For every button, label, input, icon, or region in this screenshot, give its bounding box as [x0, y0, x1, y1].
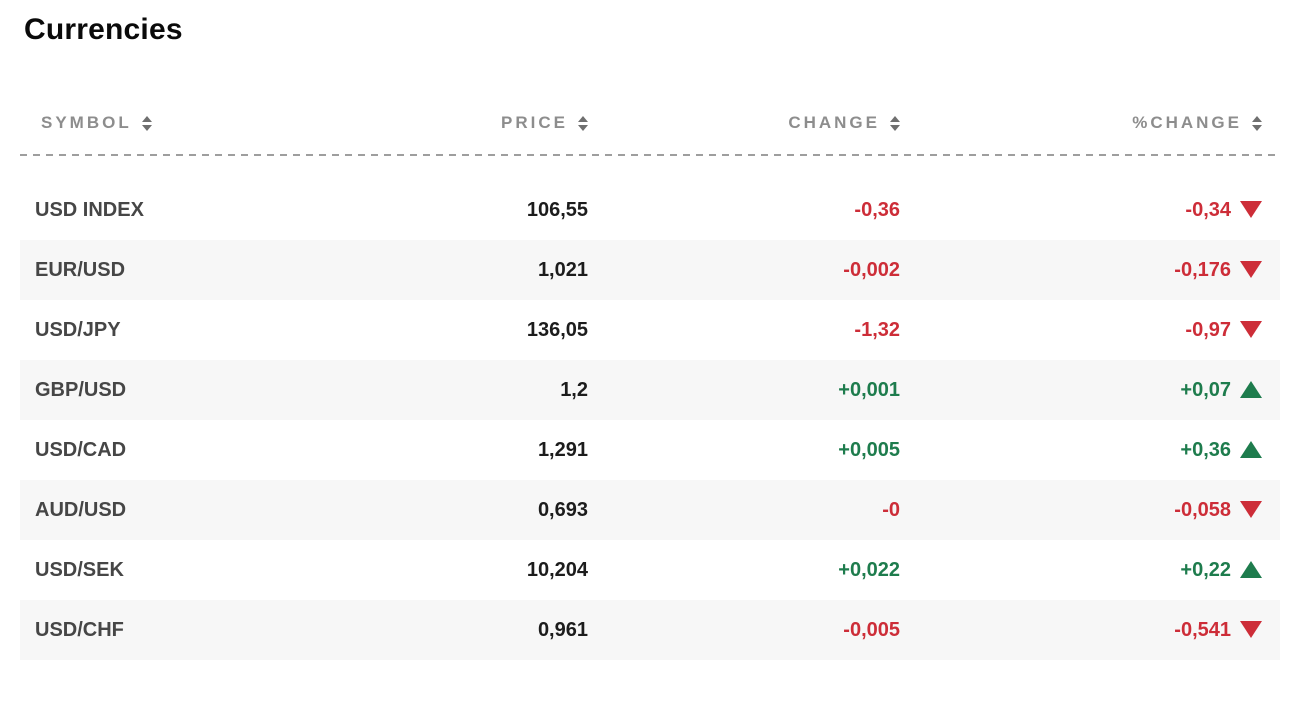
change-cell: -0,36: [854, 198, 900, 221]
change-cell: +0,001: [838, 378, 900, 401]
table-row[interactable]: [20, 540, 1280, 600]
change-cell: -0,005: [843, 618, 900, 641]
column-label-change: CHANGE: [788, 113, 880, 132]
pct-change-cell: [900, 499, 1262, 522]
pct-change-cell: [900, 259, 1262, 282]
pct-change-cell: [900, 199, 1262, 222]
symbol-cell: USD INDEX: [35, 198, 144, 221]
sort-arrows-icon: [890, 116, 900, 131]
triangle-up-icon: [1240, 561, 1262, 578]
price-cell: 1,2: [560, 378, 588, 401]
change-cell: -0: [882, 498, 900, 521]
price-cell: 1,021: [537, 258, 588, 281]
table-row[interactable]: [20, 480, 1280, 540]
price-cell: 1,291: [537, 438, 588, 461]
pct-change-value: -0,34: [1185, 198, 1231, 221]
pct-change-value: -0,058: [1174, 498, 1231, 521]
table-row[interactable]: [20, 600, 1280, 660]
table-row[interactable]: [20, 180, 1280, 240]
change-cell: -0,002: [843, 258, 900, 281]
sort-symbol-button[interactable]: [35, 113, 320, 133]
pct-change-cell: [900, 319, 1262, 342]
pct-change-cell: [900, 619, 1262, 642]
table-row[interactable]: [20, 420, 1280, 480]
triangle-up-icon: [1240, 381, 1262, 398]
pct-change-value: +0,36: [1180, 438, 1231, 461]
triangle-down-icon: [1240, 501, 1262, 518]
change-cell: +0,022: [838, 558, 900, 581]
pct-change-cell: [900, 439, 1262, 462]
price-cell: 0,693: [537, 498, 588, 521]
sort-change-button[interactable]: [588, 113, 900, 133]
sort-arrows-icon: [142, 116, 152, 131]
triangle-down-icon: [1240, 621, 1262, 638]
pct-change-value: -0,97: [1185, 318, 1231, 341]
change-cell: +0,005: [838, 438, 900, 461]
pct-change-value: -0,541: [1174, 618, 1231, 641]
symbol-cell: AUD/USD: [35, 498, 127, 521]
price-cell: 106,55: [526, 198, 588, 221]
page-title: Currencies: [24, 13, 183, 46]
table-body: [20, 180, 1280, 660]
currencies-table: [20, 92, 1280, 660]
table-row[interactable]: [20, 300, 1280, 360]
column-label-pct-change: %CHANGE: [1132, 113, 1242, 132]
pct-change-cell: [900, 379, 1262, 402]
triangle-down-icon: [1240, 321, 1262, 338]
pct-change-value: +0,22: [1180, 558, 1231, 581]
change-cell: -1,32: [854, 318, 900, 341]
sort-pct-change-button[interactable]: [900, 113, 1262, 133]
triangle-down-icon: [1240, 261, 1262, 278]
symbol-cell: USD/JPY: [35, 318, 121, 341]
price-cell: 136,05: [526, 318, 588, 341]
triangle-down-icon: [1240, 201, 1262, 218]
sort-arrows-icon: [578, 116, 588, 131]
pct-change-value: -0,176: [1174, 258, 1231, 281]
symbol-cell: USD/CHF: [35, 618, 124, 641]
pct-change-cell: [900, 559, 1262, 582]
symbol-cell: USD/CAD: [35, 438, 127, 461]
column-label-symbol: SYMBOL: [41, 113, 132, 132]
sort-arrows-icon: [1252, 116, 1262, 131]
header-divider: [20, 154, 1280, 156]
sort-price-button[interactable]: [320, 113, 588, 133]
triangle-up-icon: [1240, 441, 1262, 458]
table-header-row: [20, 92, 1280, 154]
price-cell: 10,204: [526, 558, 588, 581]
pct-change-value: +0,07: [1180, 378, 1231, 401]
column-label-price: PRICE: [501, 113, 568, 132]
table-row[interactable]: [20, 360, 1280, 420]
price-cell: 0,961: [537, 618, 588, 641]
symbol-cell: USD/SEK: [35, 558, 124, 581]
symbol-cell: EUR/USD: [35, 258, 126, 281]
symbol-cell: GBP/USD: [35, 378, 127, 401]
table-row[interactable]: [20, 240, 1280, 300]
